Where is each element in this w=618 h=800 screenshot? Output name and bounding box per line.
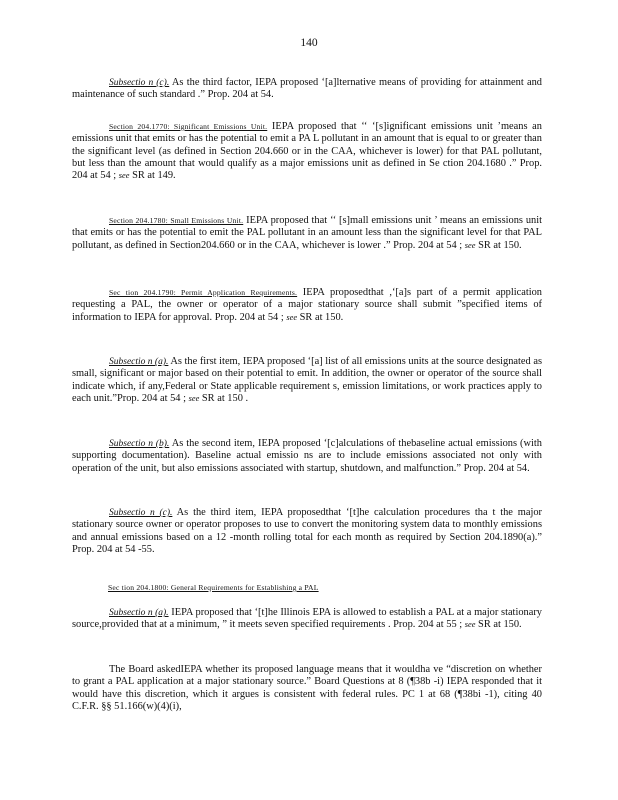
paragraph-body: IEPA proposed that ‘‘ ‘[s]ignificant emissions unit ’means an emissions unit that emits or has the potential to emit a PA L pollutant in an amount that is equal to or greater than the significant level (as defined in Section 204.660 or in the CAA, whichever is lower) for that PAL pollutant, but less than the amount that would qualify as a major emissions unit as defined in Se ction 204.1680 .” Prop. 204 at 54 ; — [72, 121, 542, 182]
paragraph-heading: Subsectio n (a). — [109, 608, 169, 618]
paragraph-board-question: The Board askedIEPA whether its proposed language means that it wouldha ve “discretion on whether to grant a PAL application at a major stationary source.” Board Questions at 8 (¶38b -i) IEPA responded that it would have this discretion, which it argues is consistent with federal rules. PC 1 at 68 (¶38bi -1), citing 40 C.F.R. §§ 51.166(w)(4)(i), — [72, 664, 542, 712]
paragraph-tail: SR at 149. — [129, 170, 176, 182]
paragraph-subsection-a-item — [72, 356, 542, 405]
page-number: 140 — [300, 37, 318, 49]
paragraph-heading: Subsectio n (b). — [109, 439, 170, 449]
paragraph-section-204-1790 — [72, 287, 542, 324]
see-signal: see — [286, 312, 298, 322]
paragraph-subsection-c-item — [72, 507, 542, 556]
paragraph-subsection-c-factor — [72, 77, 542, 102]
see-signal: see — [118, 171, 130, 181]
paragraph-subsection-a-pal — [72, 607, 542, 632]
section-heading-204-1800: Sec tion 204.1800: General Requirements for Establishing a PAL — [108, 583, 319, 592]
paragraph-section-204-1780 — [72, 215, 542, 252]
see-signal: see — [188, 393, 200, 403]
paragraph-tail: SR at 150 . — [199, 392, 249, 404]
paragraph-heading: Section 204.1780: Small Emissions Unit. — [109, 216, 244, 225]
paragraph-heading: Subsectio n (c). — [109, 508, 173, 518]
paragraph-body: As the third item, IEPA proposedthat ‘[t]he calculation procedures tha t the major stationary source owner or operator proposes to use to convert the monitoring system data to monthly emissions and annual emissions based on a 12 -month rolling total for each month as required by Section 204.1890(a).” Prop. 204 at 54 -55. — [72, 507, 543, 555]
paragraph-body: As the third factor, IEPA proposed ‘[a]lternative means of providing for attainment and maintenance of such standard .” Prop. 204 at 54. — [72, 77, 543, 101]
see-signal: see — [464, 620, 476, 630]
paragraph-heading: Section 204.1770: Significant Emissions Unit. — [109, 122, 268, 131]
paragraph-tail: SR at 150. — [297, 311, 344, 323]
paragraph-heading: Sec tion 204.1790: Permit Application Requirements. — [109, 288, 298, 297]
paragraph-body: IEPA proposedthat ,‘[a]s part of a permit application requesting a PAL, the owner or operator of a major stationary source shall submit ”specified items of information to IEPA for approval. Prop. 204 at 54 ; — [72, 287, 542, 323]
paragraph-body: As the first item, IEPA proposed ‘[a] list of all emissions units at the source designated as small, significant or major based on their potential to emit. In addition, the owner or operator of the source shall indicate which, if any,Federal or State applicable requirement s, emission limitations, or work practices apply to each unit.”Prop. 204 at 54 ; — [72, 356, 542, 404]
paragraph-tail: SR at 150. — [475, 239, 522, 251]
paragraph-subsection-b-item — [72, 438, 542, 475]
paragraph-heading: Subsectio n (c). — [109, 78, 170, 88]
paragraph-heading: Subsectio n (a). — [109, 357, 169, 367]
see-signal: see — [464, 240, 476, 250]
paragraph-section-204-1770 — [72, 121, 542, 182]
paragraph-body: IEPA proposed that ‘[t]he Illinois EPA is allowed to establish a PAL at a major stationary source,provided that at a minimum, ” it meets seven specified requirements . Prop. 204 at 55 ; — [72, 607, 542, 631]
paragraph-tail: SR at 150. — [475, 619, 522, 631]
paragraph-body: IEPA proposed that ‘‘ [s]mall emissions unit ’ means an emissions unit that emits or has the potential to emit the PAL pollutant in an amount less than the significant level for that PAL pollutant, as defined in Section204.660 or in the CAA, whichever is lower .” Prop. 204 at 54 ; — [72, 215, 542, 251]
paragraph-body: As the second item, IEPA proposed ‘[c]alculations of thebaseline actual emissions (with supporting documentation). Baseline actual emissio ns are to include emissions associated not only with operation of the unit, but also emissions associated with startup, shutdown, and malfunction.” Prop. 204 at 54. — [72, 438, 542, 474]
